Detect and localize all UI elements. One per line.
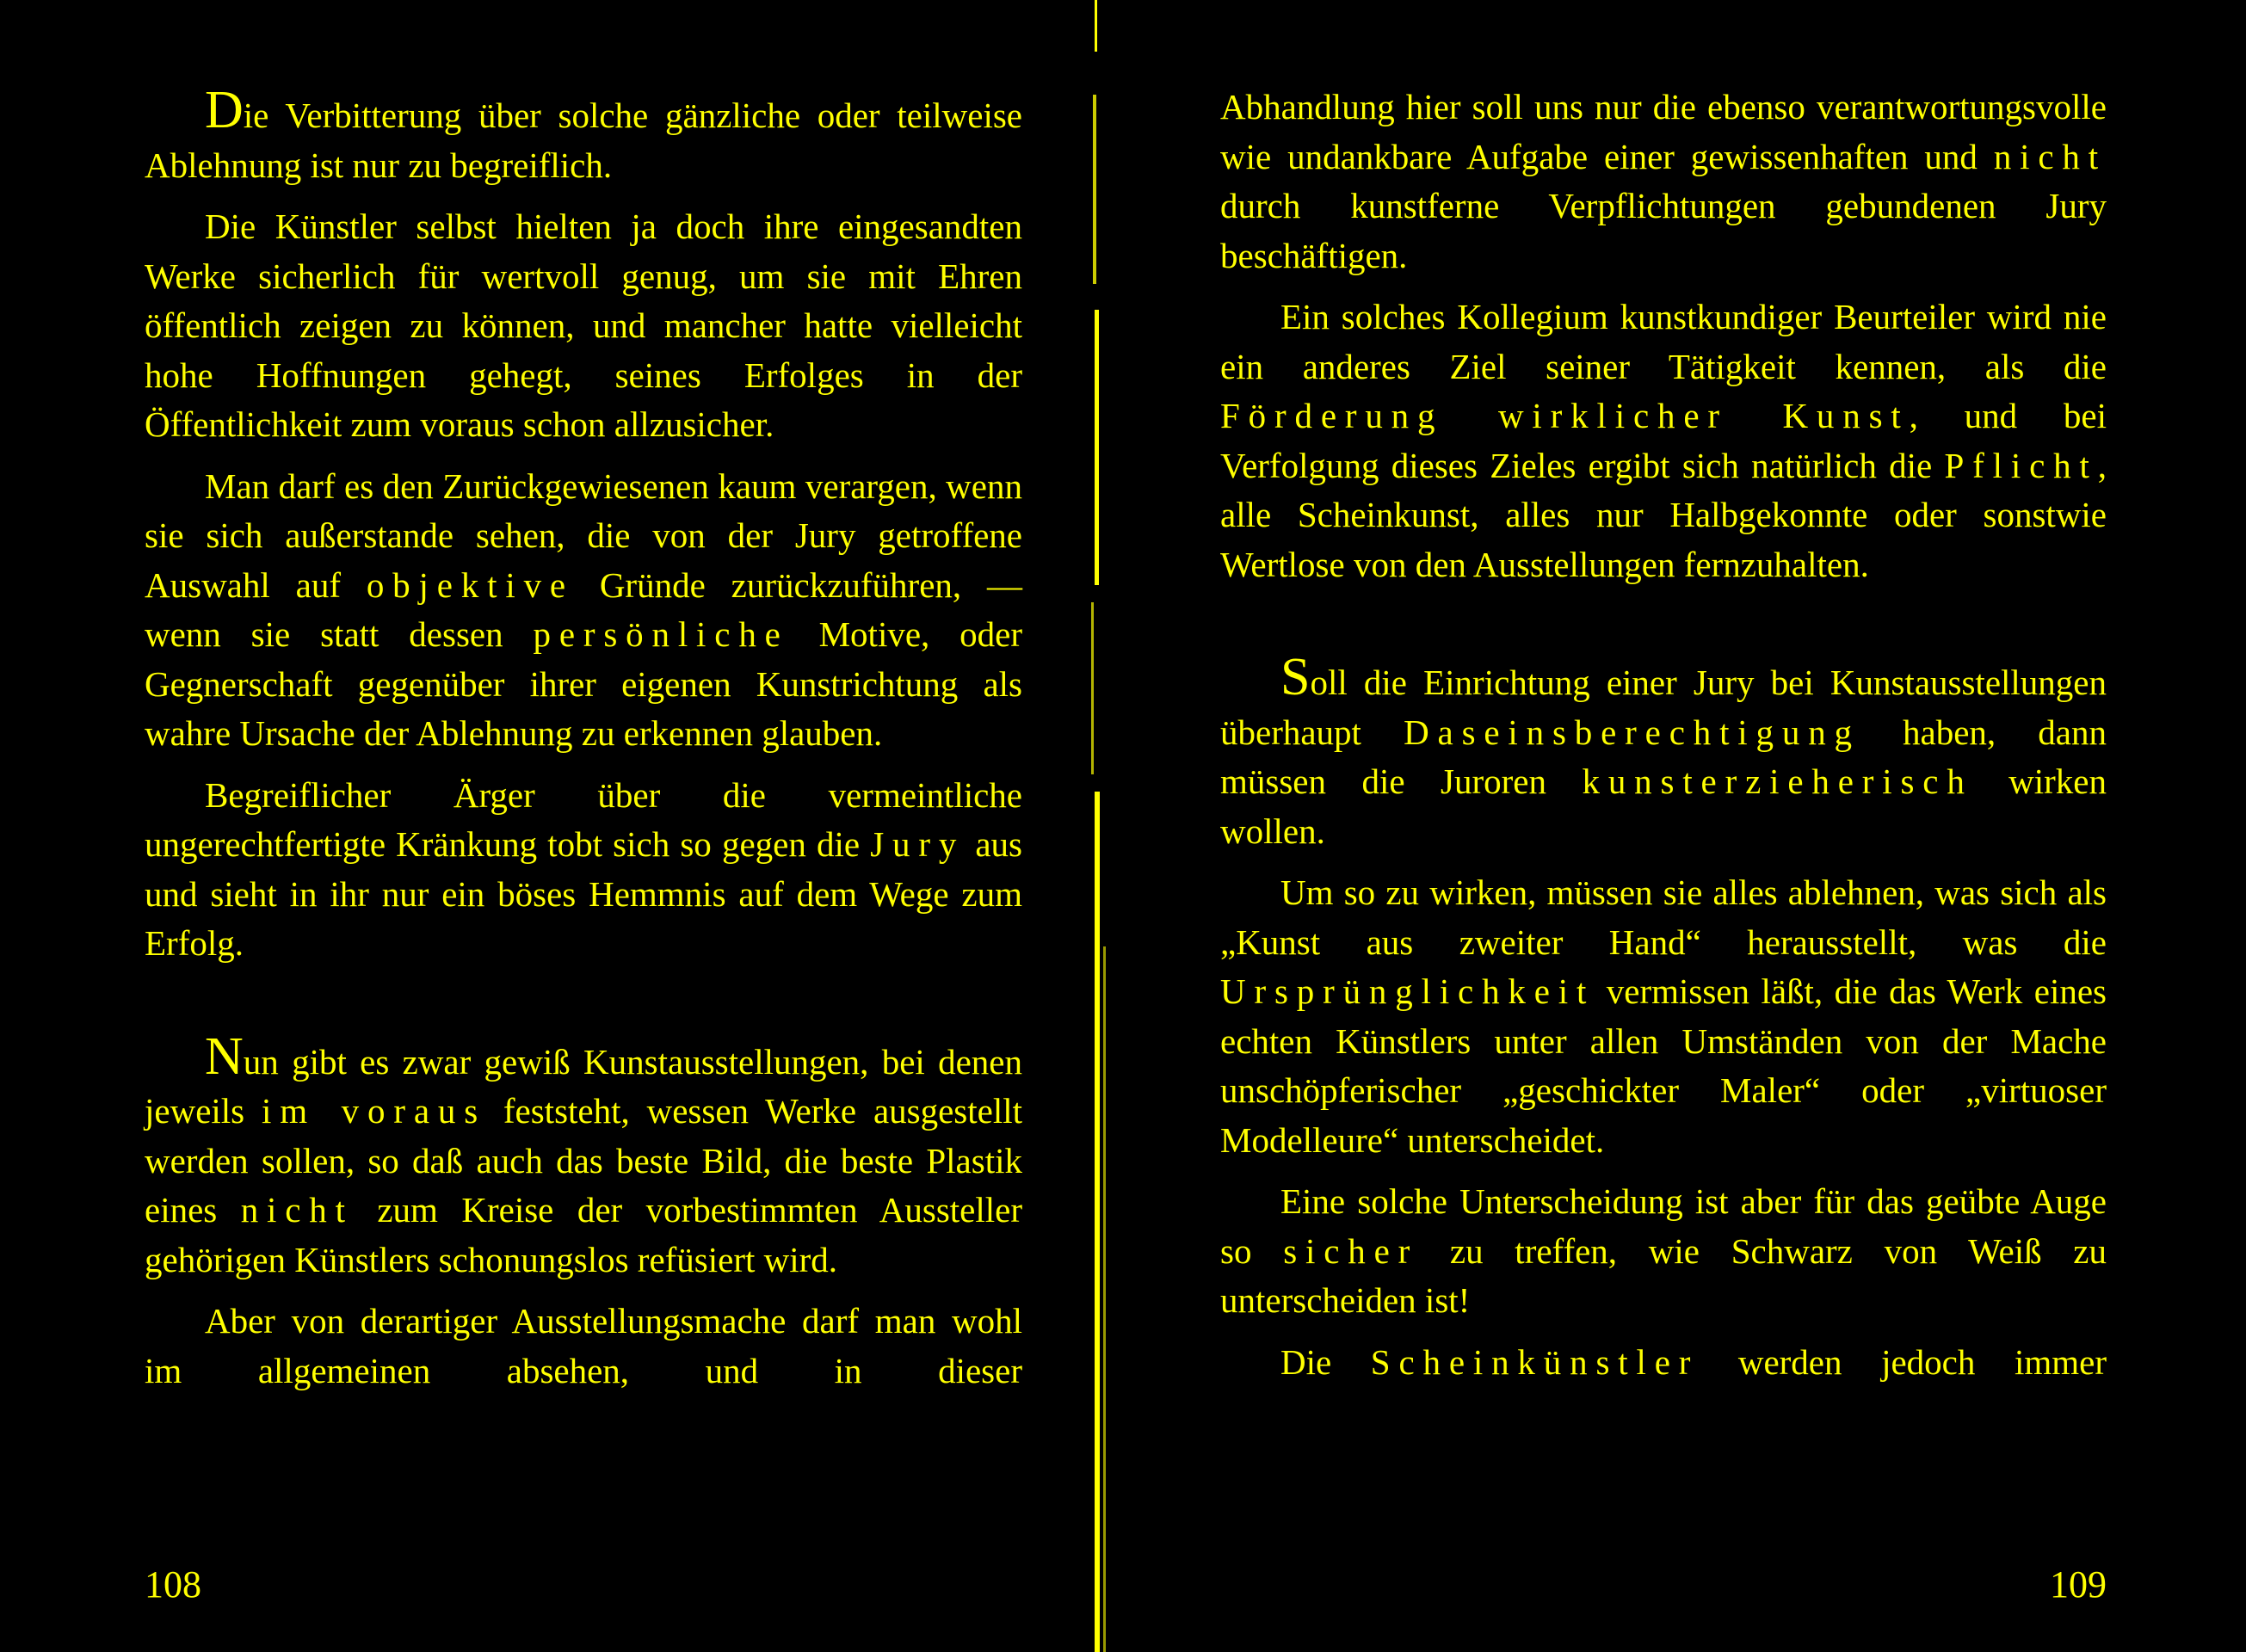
emphasis-text: Scheinkünstler: [1370, 1341, 1700, 1382]
paragraph-text: aus und sieht in ihr nur ein böses Hemmnis auf dem Wege zum Erfolg.: [145, 824, 1022, 963]
emphasis-text: kunsterzieherisch: [1582, 761, 1973, 801]
emphasis-text: objektive: [366, 564, 574, 605]
emphasis-text: nicht: [240, 1190, 354, 1230]
paragraph: [145, 1026, 1023, 1285]
paragraph-text: Gründe zurückzuführen, — wenn sie statt dessen: [145, 564, 1022, 654]
book-gutter: [1083, 0, 1117, 1652]
paragraph: [145, 1297, 1022, 1396]
paragraph-text: un gibt es zwar gewiß Kunstausstellungen, bei denen jeweils: [145, 1041, 1022, 1131]
emphasis-text: Förderung wirklicher Kunst: [1220, 396, 1910, 435]
drop-initial: N: [205, 1026, 244, 1086]
paragraph-text: wirken wollen.: [1220, 761, 2107, 851]
paragraph: [1220, 1177, 2107, 1326]
page-number: 109: [2050, 1563, 2107, 1606]
paragraph: [1220, 1338, 2107, 1388]
emphasis-text: im voraus: [262, 1091, 487, 1131]
paragraph-text: Aber von derartiger Ausstellungsmache darf man wohl im allgemeinen absehen, und in dieser: [145, 1301, 1022, 1390]
right-page-text: [1220, 83, 2107, 1387]
paragraph: [145, 462, 1022, 759]
paragraph-text: zum Kreise der vorbestimmten Aussteller gehörigen Künstlers schonungslos refüsiert wird.: [145, 1190, 1023, 1279]
paragraph: [145, 202, 1022, 450]
emphasis-text: Jury: [870, 824, 966, 864]
paragraph-text: werden jedoch immer: [1737, 1341, 2107, 1382]
paragraph-text: , alle Scheinkunst, alles nur Halbgekonnte oder sonstwie Wertlose von den Ausstellungen fernzuhalten.: [1220, 445, 2107, 584]
drop-initial: S: [1280, 648, 1311, 706]
paragraph-text: Um so zu wirken, müssen sie alles ablehnen, was sich als „Kunst aus zweiter Hand“ herausstellt, was die: [1220, 872, 2107, 962]
paragraph-text: Ein solches Kollegium kunstkundiger Beurteiler wird nie ein anderes Ziel seiner Tätigkeit kennen, als die: [1220, 297, 2107, 386]
paragraph-text: Begreiflicher Ärger über die vermeintliche ungerechtfertigte Kränkung tobt sich so gegen die: [145, 774, 1022, 864]
paragraph: [1220, 868, 2107, 1165]
page-number: 108: [145, 1563, 201, 1606]
paragraph-text: Motive, oder Gegnerschaft gegenüber ihrer eigenen Kunstrichtung als wahre Ursache der Ablehnung zu erkennen glauben.: [145, 614, 1023, 753]
emphasis-text: Ursprünglichkeit: [1220, 971, 1595, 1011]
paragraph-text: zu treffen, wie Schwarz von Weiß zu unterscheiden ist!: [1220, 1230, 2107, 1320]
paragraph-text: oll die Einrichtung einer Jury bei Kunstausstellungen überhaupt: [1220, 663, 2107, 752]
paragraph: [1220, 83, 2107, 280]
emphasis-text: Pflicht: [1944, 445, 2098, 485]
paragraph-text: Abhandlung hier soll uns nur die ebenso verantwortungsvolle wie undankbare Aufgabe einer gewissenhaften und: [1220, 87, 2107, 176]
paragraph-text: , und bei Verfolgung dieses Zieles ergibt sich natürlich die: [1220, 396, 2107, 485]
paragraph: [1220, 293, 2107, 589]
paragraph: [145, 771, 1022, 969]
paragraph-text: haben, dann müssen die Juroren: [1220, 712, 2107, 801]
paragraph-text: Die: [1280, 1341, 1332, 1382]
emphasis-text: nicht: [1993, 136, 2107, 176]
paragraph-text: feststeht, wessen Werke ausgestellt werden sollen, so daß auch das beste Bild, die beste Plastik eines: [145, 1091, 1023, 1230]
paragraph-text: Eine solche Unterscheidung ist aber für das geübte Auge so: [1220, 1181, 2107, 1271]
paragraph: [145, 81, 1022, 190]
emphasis-text: persönliche: [533, 614, 789, 654]
drop-initial: D: [205, 81, 244, 139]
emphasis-text: sicher: [1283, 1230, 1419, 1271]
paragraph-text: Man darf es den Zurückgewiesenen kaum verargen, wenn sie sich außerstande sehen, die von der Jury getroffene Auswahl auf: [145, 465, 1022, 605]
paragraph-text: ie Verbitterung über solche gänzliche oder teilweise Ablehnung ist nur zu begreiflich.: [145, 96, 1022, 185]
paragraph-text: vermissen läßt, die das Werk eines echten Künstlers unter allen Umständen von der Mache unschöpferischer „geschickter Maler“ oder „virtuoser Modelleure“ unterscheidet.: [1220, 971, 2107, 1160]
paragraph: [1220, 648, 2107, 856]
emphasis-text: Daseinsberechtigung: [1404, 712, 1860, 752]
left-page-text: [145, 81, 1023, 1396]
paragraph-text: durch kunstferne Verpflichtungen gebundenen Jury beschäftigen.: [1220, 186, 2107, 275]
paragraph-text: Die Künstler selbst hielten ja doch ihre eingesandten Werke sicherlich für wertvoll genug, um sie mit Ehren öffentlich zeigen zu können, und mancher hatte vielleicht hohe Hoffnungen gehegt, seines Erfolges in der Öffentlichkeit zum voraus schon allzusicher.: [145, 206, 1022, 444]
